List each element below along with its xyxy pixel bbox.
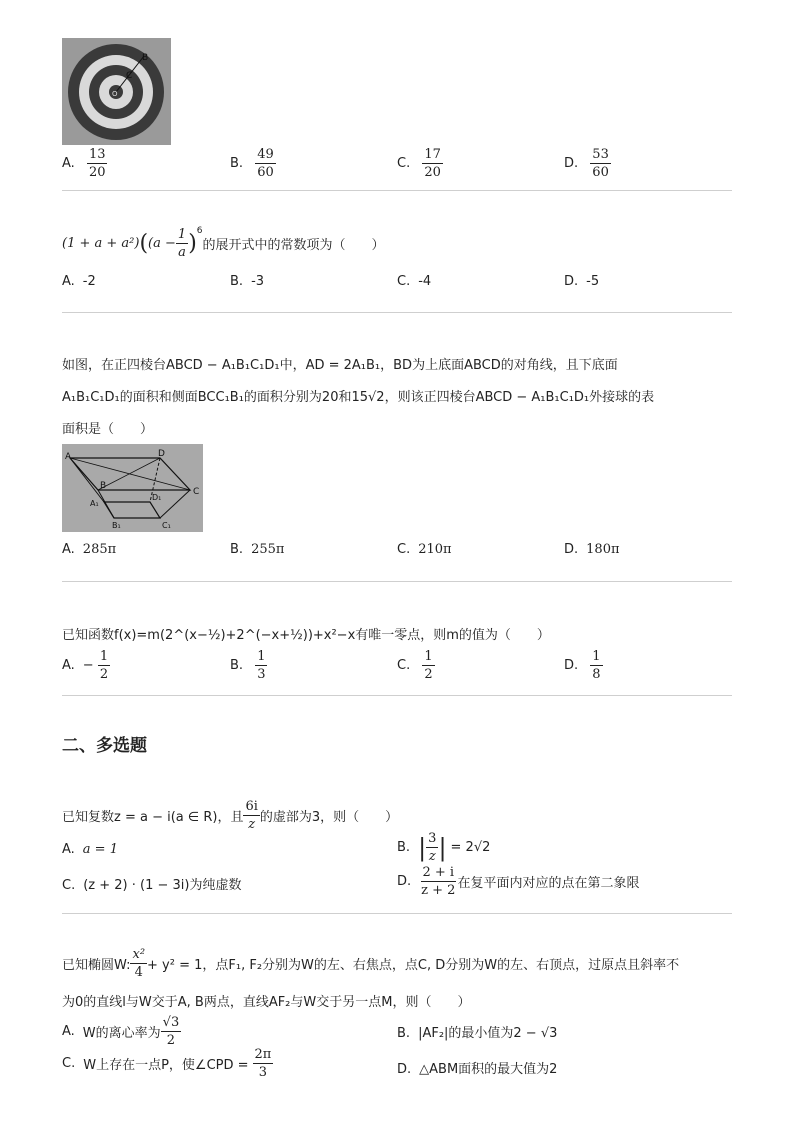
q6-option-a[interactable]: A. W的离心率为 $\frac{√3}{2}$: [62, 1015, 180, 1048]
svg-text:C₁: C₁: [162, 521, 171, 530]
fraction: $\frac{13}{20}$: [88, 147, 106, 180]
divider: [62, 581, 732, 582]
option-label: D.: [564, 156, 579, 171]
q3-stem-line3: 面积是（ ）: [62, 422, 154, 437]
fraction: $\frac{17}{20}$: [424, 147, 441, 180]
divider: [62, 913, 732, 914]
q3-stem-line1: 如图，在正四棱台ABCD − A₁B₁C₁D₁中，AD = 2A₁B₁，BD为上底面ABCD的对角线，且下底面: [62, 358, 618, 373]
q4-option-c[interactable]: C. $\frac{1}{2}$: [397, 649, 433, 682]
svg-text:D: D: [158, 449, 165, 459]
option-label: C.: [397, 156, 411, 171]
q4-option-d[interactable]: D. $\frac{1}{8}$: [564, 649, 601, 682]
q4-option-b[interactable]: B. $\frac{1}{3}$: [230, 649, 266, 682]
q5-option-d[interactable]: D. $\frac{2 + i}{z + 2}$ 在复平面内对应的点在第二象限: [397, 865, 640, 898]
fraction: $\frac{53}{60}$: [592, 147, 609, 180]
q1-option-c[interactable]: [397, 148, 443, 179]
q2-option-a[interactable]: A. -2: [62, 274, 96, 289]
q3-option-a[interactable]: A. 285π: [62, 542, 117, 557]
frustum-figure: [62, 444, 203, 532]
divider: [62, 312, 732, 313]
q6-stem-line1: 已知椭圆W: $\frac{\text{x²}}{4}$ + y² = 1，点F₁, F₂分别为W的左、右焦点，点C, D分别为W的左、右顶点，过原点且斜率不: [62, 947, 680, 980]
q1-option-d[interactable]: [564, 148, 611, 179]
section-title: 二、多选题: [62, 736, 147, 756]
label-o: O: [112, 90, 118, 98]
q2-option-d[interactable]: D. -5: [564, 274, 600, 289]
q6-option-d[interactable]: D. △ABM面积的最大值为2: [397, 1062, 558, 1077]
q3-option-b[interactable]: B. 255π: [230, 542, 285, 557]
q1-option-a[interactable]: [62, 148, 107, 179]
fraction: $\frac{49}{60}$: [257, 147, 274, 180]
svg-text:D₁: D₁: [152, 493, 162, 502]
q4-stem: 已知函数f(x)=m(2^(x−½)+2^(−x+½))+x²−x有唯一零点，则m的值为（ ）: [62, 628, 550, 643]
option-label: A.: [62, 156, 75, 171]
q3-option-d[interactable]: D. 180π: [564, 542, 620, 557]
q6-option-c[interactable]: C. W上存在一点P，使∠CPD = $\frac{2\pi}{3}$: [62, 1047, 272, 1080]
option-label: B.: [230, 156, 244, 171]
divider: [62, 190, 732, 191]
q2-option-b[interactable]: B. -3: [230, 274, 265, 289]
svg-text:B: B: [100, 481, 107, 491]
q5-option-c[interactable]: C. (z + 2) · (1 − 3i)为纯虚数: [62, 878, 242, 893]
label-c: C: [126, 71, 133, 81]
q2-stem: (1 + a + a²) ( (a − $\frac{1}{a}$ ) $^6$ 的展开式中的常数项为（ ）: [62, 226, 385, 260]
q3-stem-line2: A₁B₁C₁D₁的面积和侧面BCC₁B₁的面积分别为20和15√2，则该正四棱台ABCD − A₁B₁C₁D₁外接球的表: [62, 390, 655, 405]
q6-option-b[interactable]: B. |AF₂|的最小值为2 − √3: [397, 1026, 558, 1041]
svg-text:A: A: [65, 452, 72, 462]
label-b: B: [142, 53, 149, 63]
target-figure: [62, 38, 171, 145]
q4-option-a[interactable]: A. − $\frac{1}{2}$: [62, 649, 109, 682]
divider: [62, 695, 732, 696]
svg-text:B₁: B₁: [112, 521, 121, 530]
q3-option-c[interactable]: C. 210π: [397, 542, 452, 557]
q5-option-b[interactable]: B. | $\frac{3}{z}$ | = 2√2: [397, 831, 491, 864]
q1-option-b[interactable]: [230, 148, 276, 179]
fraction: $\frac{1}{a}$: [177, 227, 187, 260]
q2-option-c[interactable]: C. -4: [397, 274, 432, 289]
svg-text:A₁: A₁: [90, 499, 99, 508]
q5-stem: 已知复数z = a − i(a ∈ R)，且 $\frac{6i}{z}$ 的虚部为3，则（ ）: [62, 799, 399, 832]
q6-stem-line2: 为0的直线l与W交于A, B两点，直线AF₂与W交于另一点M，则（ ）: [62, 995, 471, 1010]
q5-option-a[interactable]: A. a = 1: [62, 842, 118, 857]
svg-text:C: C: [193, 487, 200, 497]
